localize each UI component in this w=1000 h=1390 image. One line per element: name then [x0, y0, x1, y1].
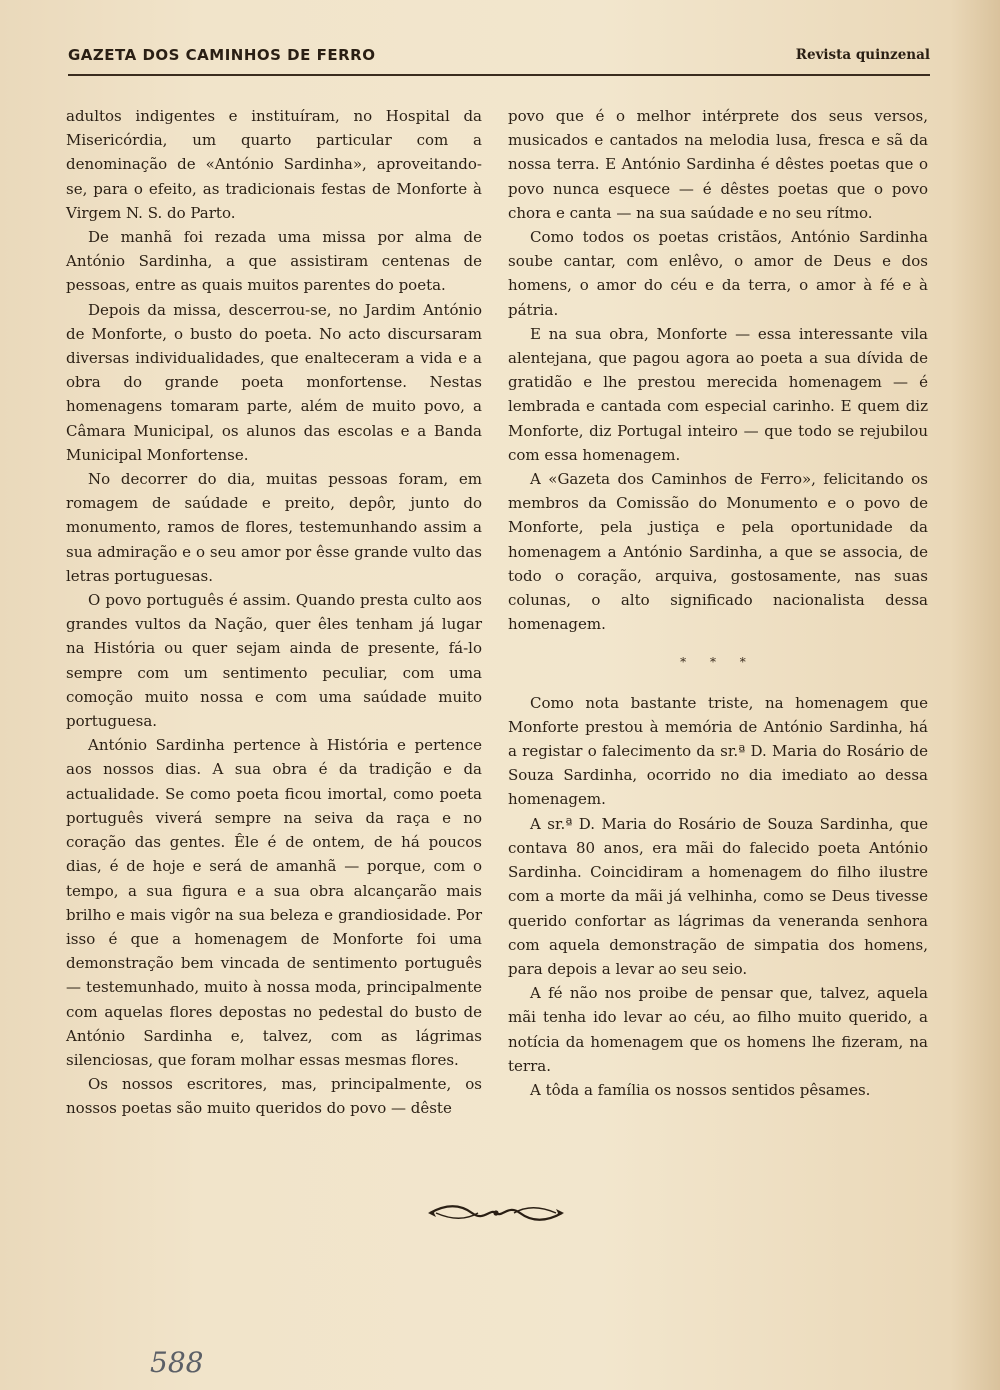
left-column: [66, 104, 482, 1121]
publication-subtitle: Revista quinzenal: [795, 47, 930, 63]
paragraph: De manhã foi rezada uma missa por alma de António Sardinha, a que assistiram centenas de pessoas, entre as quais muitos parentes do poeta.: [66, 228, 482, 295]
scroll-flourish-icon: [426, 1198, 566, 1228]
paragraph: Depois da missa, descerrou-se, no Jardim António de Monforte, o busto do poeta. No acto discursaram diversas individualidades, que enalteceram a vida e a obra do grande poeta monfortense. Nestas homenagens tomaram parte, além de muito povo, a Câmara Municipal, os alunos das escolas e a Banda Municipal Monfortense.: [66, 300, 482, 464]
paragraph: adultos indigentes e instituíram, no Hospital da Misericórdia, um quarto particular com a denominação de «António Sardinha», aproveitando-se, para o efeito, as tradicionais festas de Monforte à Virgem N. S. do Parto.: [66, 107, 482, 222]
page-number: 588: [150, 1346, 204, 1379]
paragraph: O povo português é assim. Quando presta culto aos grandes vultos da Nação, quer êles tenham já lugar na História ou quer sejam ainda de presente, fá-lo sempre com um sentimento peculiar, com uma comoção muito nossa e com uma saúdade muito portuguesa.: [66, 591, 482, 731]
paragraph: António Sardinha pertence à História e pertence aos nossos dias. A sua obra é da tradição e da actualidade. Se como poeta ficou imortal, como poeta português viverá sempre na seiva da raça e no coração das gentes. Êle é de ontem, de há poucos dias, é de hoje e será de amanhã — porque, com o tempo, a sua figura e a sua obra alcançarão mais brilho e mais vigôr na sua beleza e grandiosidade. Por isso é que a homenagem de Monforte foi uma demonstração bem vincada de sentimento português — testemunhado, muito à nossa moda, principalmente com aquelas flores depostas no pedestal do busto de António Sardinha e, talvez, com as lágrimas silenciosas, que foram molhar essas mesmas flores.: [66, 736, 482, 1069]
right-column: [508, 104, 928, 1102]
paragraph: povo que é o melhor intérprete dos seus versos, musicados e cantados na melodia lusa, fresca e sã da nossa terra. E António Sardinha é dêstes poetas que o povo nunca esquece — é dêstes poetas que o povo chora e canta — na sua saúdade e no seu rítmo.: [508, 107, 928, 222]
publication-title: GAZETA DOS CAMINHOS DE FERRO: [68, 46, 376, 64]
paragraph: A tôda a família os nossos sentidos pêsames.: [530, 1080, 871, 1099]
paragraph: A fé não nos proibe de pensar que, talvez, aquela mãi tenha ido levar ao céu, ao filho muito querido, a notícia da homenagem que os homens lhe fizeram, na terra.: [508, 984, 928, 1075]
paragraph: No decorrer do dia, muitas pessoas foram, em romagem de saúdade e preito, depôr, junto do monumento, ramos de flores, testemunhando assim a sua admiração e o seu amor por êsse grande vulto das letras portuguesas.: [66, 470, 482, 585]
paragraph: A «Gazeta dos Caminhos de Ferro», felicitando os membros da Comissão do Monumento e o povo de Monforte, pela justiça e pela oportunidade da homenagem a António Sardinha, a que se associa, de todo o coração, arquiva, gostosamente, nas suas colunas, o alto significado nacionalista dessa homenagem.: [508, 470, 928, 634]
paragraph: E na sua obra, Monforte — essa interessante vila alentejana, que pagou agora ao poeta a sua dívida de gratidão e lhe prestou merecida homenagem — é lembrada e cantada com especial carinho. E quem diz Monforte, diz Portugal inteiro — que todo se rejubilou com essa homenagem.: [508, 324, 928, 464]
paragraph: Como nota bastante triste, na homenagem que Monforte prestou à memória de António Sardinha, há a registar o falecimento da sr.ª D. Maria do Rosário de Souza Sardinha, ocorrido no dia imediato ao dessa homenagem.: [508, 693, 928, 809]
section-separator: * * *: [680, 655, 756, 670]
running-header: [68, 44, 930, 76]
paragraph: Como todos os poetas cristãos, António Sardinha soube cantar, com enlêvo, o amor de Deus e dos homens, o amor do céu e da terra, o amor à fé e à pátria.: [508, 228, 928, 319]
paragraph: Os nossos escritores, mas, principalmente, os nossos poetas são muito queridos do povo — dêste: [66, 1075, 482, 1118]
paragraph: A sr.ª D. Maria do Rosário de Souza Sardinha, que contava 80 anos, era mãi do falecido poeta António Sardinha. Coincidiram a homenagem do filho ilustre com a morte da mãi já velhinha, como se Deus tivesse querido confortar as lágrimas da veneranda senhora com aquela demonstração de simpatia dos homens, para depois a levar ao seu seio.: [508, 814, 928, 978]
